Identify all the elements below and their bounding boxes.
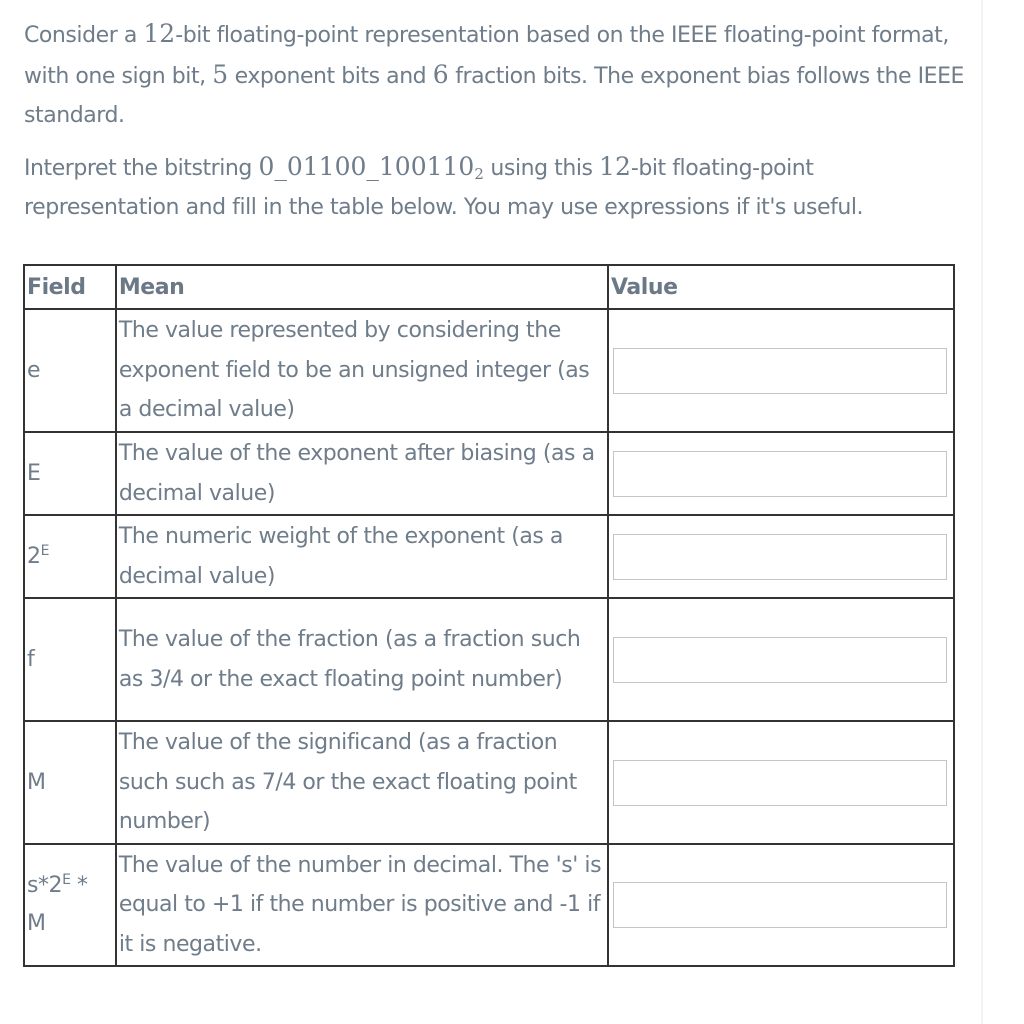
value-cell	[608, 844, 954, 966]
text: exponent bits and	[228, 64, 433, 89]
mean-cell: The value represented by considering the exponent field to be an unsigned integer (as a decimal value)	[116, 309, 608, 432]
text: Interpret the bitstring	[24, 156, 259, 181]
value-cell	[608, 515, 954, 598]
table-row	[24, 309, 954, 432]
page-right-divider	[981, 0, 983, 1024]
field-cell: f	[24, 598, 116, 721]
field-exponent: E	[62, 872, 71, 888]
question-paragraph-2	[24, 147, 964, 227]
bitstring-digits: 0_01100_100110	[258, 152, 475, 181]
table-row	[24, 721, 954, 844]
text: using this	[483, 156, 600, 181]
field-cell	[24, 515, 116, 598]
text: -bit floating-point representation based on the IEEE floating-point format, with one sign bit,	[24, 23, 949, 89]
table-row	[24, 598, 954, 721]
field-prefix: s*2	[27, 873, 63, 898]
field-cell: M	[24, 721, 116, 844]
mean-cell: The value of the exponent after biasing (as a decimal value)	[116, 432, 608, 515]
value-cell	[608, 721, 954, 844]
table-row	[24, 844, 954, 966]
table-row	[24, 515, 954, 598]
value-cell	[608, 309, 954, 432]
math-number: 5	[212, 60, 229, 89]
value-input-number[interactable]	[613, 882, 947, 928]
question-text	[24, 14, 964, 227]
text: fraction bits. The exponent bias follows the IEEE standard.	[24, 64, 964, 128]
text: -bit floating-point representation and fill in the table below. You may use expressions if it's useful.	[24, 156, 864, 220]
mean-cell: The numeric weight of the exponent (as a decimal value)	[116, 515, 608, 598]
value-input-M[interactable]	[613, 760, 947, 806]
base-subscript: 2	[474, 165, 484, 183]
table-header-row	[24, 265, 954, 309]
value-input-2E[interactable]	[613, 534, 947, 580]
field-suffix: * M	[27, 873, 88, 936]
field-cell	[24, 844, 116, 966]
mean-cell: The value of the significand (as a fraction such such as 7/4 or the exact floating point number)	[116, 721, 608, 844]
field-exponent: E	[40, 542, 49, 559]
value-input-f[interactable]	[613, 637, 947, 683]
field-base: 2	[27, 543, 41, 569]
field-cell: e	[24, 309, 116, 432]
question-paragraph-1	[24, 14, 964, 135]
mean-cell: The value of the fraction (as a fraction such as 3/4 or the exact floating point number)	[116, 598, 608, 721]
math-number: 12	[599, 152, 631, 181]
header-mean: Mean	[116, 265, 608, 309]
math-number: 12	[143, 19, 176, 48]
header-value: Value	[608, 265, 954, 309]
value-input-E[interactable]	[613, 451, 947, 497]
answer-table	[23, 264, 955, 967]
table-row	[24, 432, 954, 515]
bitstring	[258, 152, 483, 181]
value-input-e[interactable]	[613, 348, 947, 394]
text: Consider a	[24, 23, 144, 48]
field-cell: E	[24, 432, 116, 515]
value-cell	[608, 432, 954, 515]
mean-cell: The value of the number in decimal. The 's' is equal to +1 if the number is positive and -1 if it is negative.	[116, 844, 608, 966]
math-number: 6	[432, 60, 449, 89]
header-field: Field	[24, 265, 116, 309]
value-cell	[608, 598, 954, 721]
